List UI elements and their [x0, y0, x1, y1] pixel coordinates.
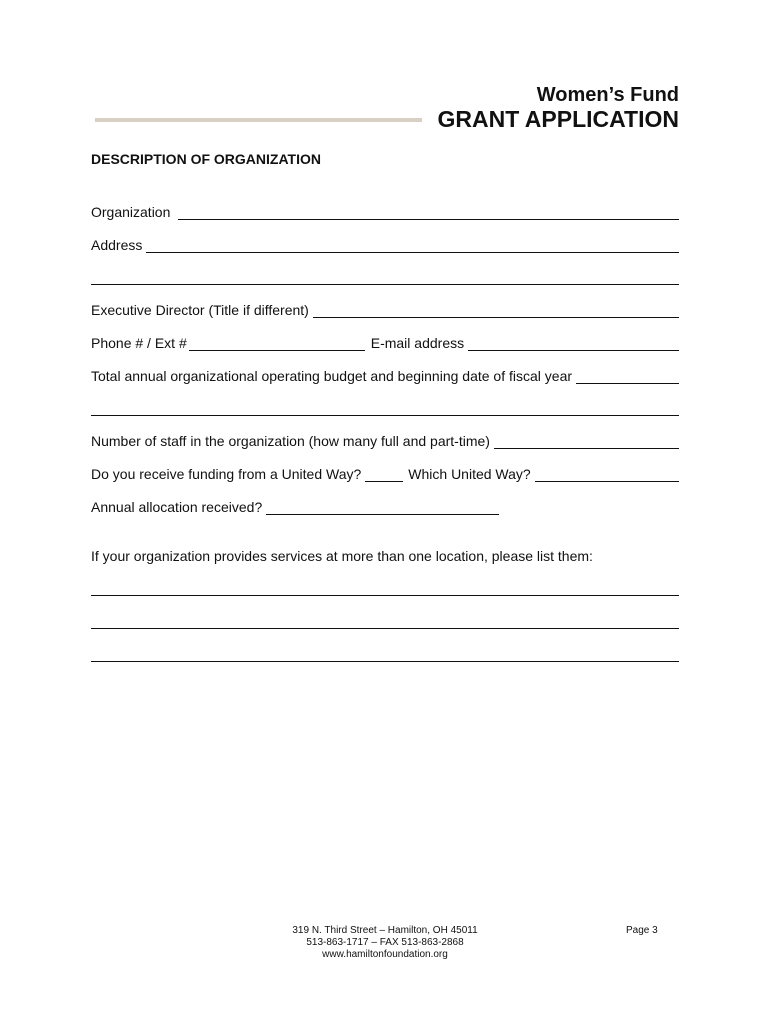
section-title: DESCRIPTION OF ORGANIZATION [91, 151, 321, 167]
form-title: GRANT APPLICATION [437, 106, 679, 132]
budget-row [91, 368, 679, 384]
executive-director-row [91, 302, 679, 318]
organization-row [91, 204, 679, 220]
budget-line-2[interactable] [91, 415, 679, 416]
locations-line-2[interactable] [91, 628, 679, 629]
allocation-label: Annual allocation received? [91, 499, 263, 515]
footer-address: 319 N. Third Street – Hamilton, OH 45011 [292, 925, 478, 936]
allocation-row [91, 499, 499, 515]
united-way-row [91, 466, 679, 482]
locations-line-1[interactable] [91, 595, 679, 596]
locations-row [91, 548, 679, 564]
address-line-2[interactable] [91, 284, 679, 285]
phone-email-row [91, 335, 679, 351]
phone-label: Phone # / Ext # [91, 335, 187, 351]
united-way-field[interactable] [365, 467, 403, 482]
organization-field[interactable] [178, 205, 679, 220]
allocation-field[interactable] [266, 500, 499, 515]
which-united-way-field[interactable] [535, 467, 679, 482]
organization-label: Organization [91, 204, 171, 220]
budget-field[interactable] [576, 369, 679, 384]
email-field[interactable] [468, 336, 679, 351]
executive-director-field[interactable] [313, 303, 679, 318]
footer-website: www.hamiltonfoundation.org [322, 949, 448, 960]
locations-label: If your organization provides services at more than one location, please list them: [91, 548, 593, 564]
fund-title: Women’s Fund [536, 84, 679, 106]
staff-row [91, 433, 679, 449]
locations-line-3[interactable] [91, 661, 679, 662]
united-way-label: Do you receive funding from a United Way? [91, 466, 362, 482]
footer-phone-fax: 513-863-1717 – FAX 513-863-2868 [306, 937, 464, 948]
page-number: Page 3 [626, 925, 658, 936]
phone-field[interactable] [189, 336, 365, 351]
email-label: E-mail address [370, 335, 465, 351]
address-field[interactable] [146, 238, 679, 253]
header-rule [95, 118, 422, 122]
address-label: Address [91, 237, 143, 253]
which-united-way-label: Which United Way? [408, 466, 531, 482]
staff-label: Number of staff in the organization (how many full and part-time) [91, 433, 490, 449]
budget-label: Total annual organizational operating budget and beginning date of fiscal year [91, 368, 573, 384]
executive-director-label: Executive Director (Title if different) [91, 302, 309, 318]
address-row [91, 237, 679, 253]
footer [280, 925, 490, 961]
staff-field[interactable] [494, 434, 679, 449]
